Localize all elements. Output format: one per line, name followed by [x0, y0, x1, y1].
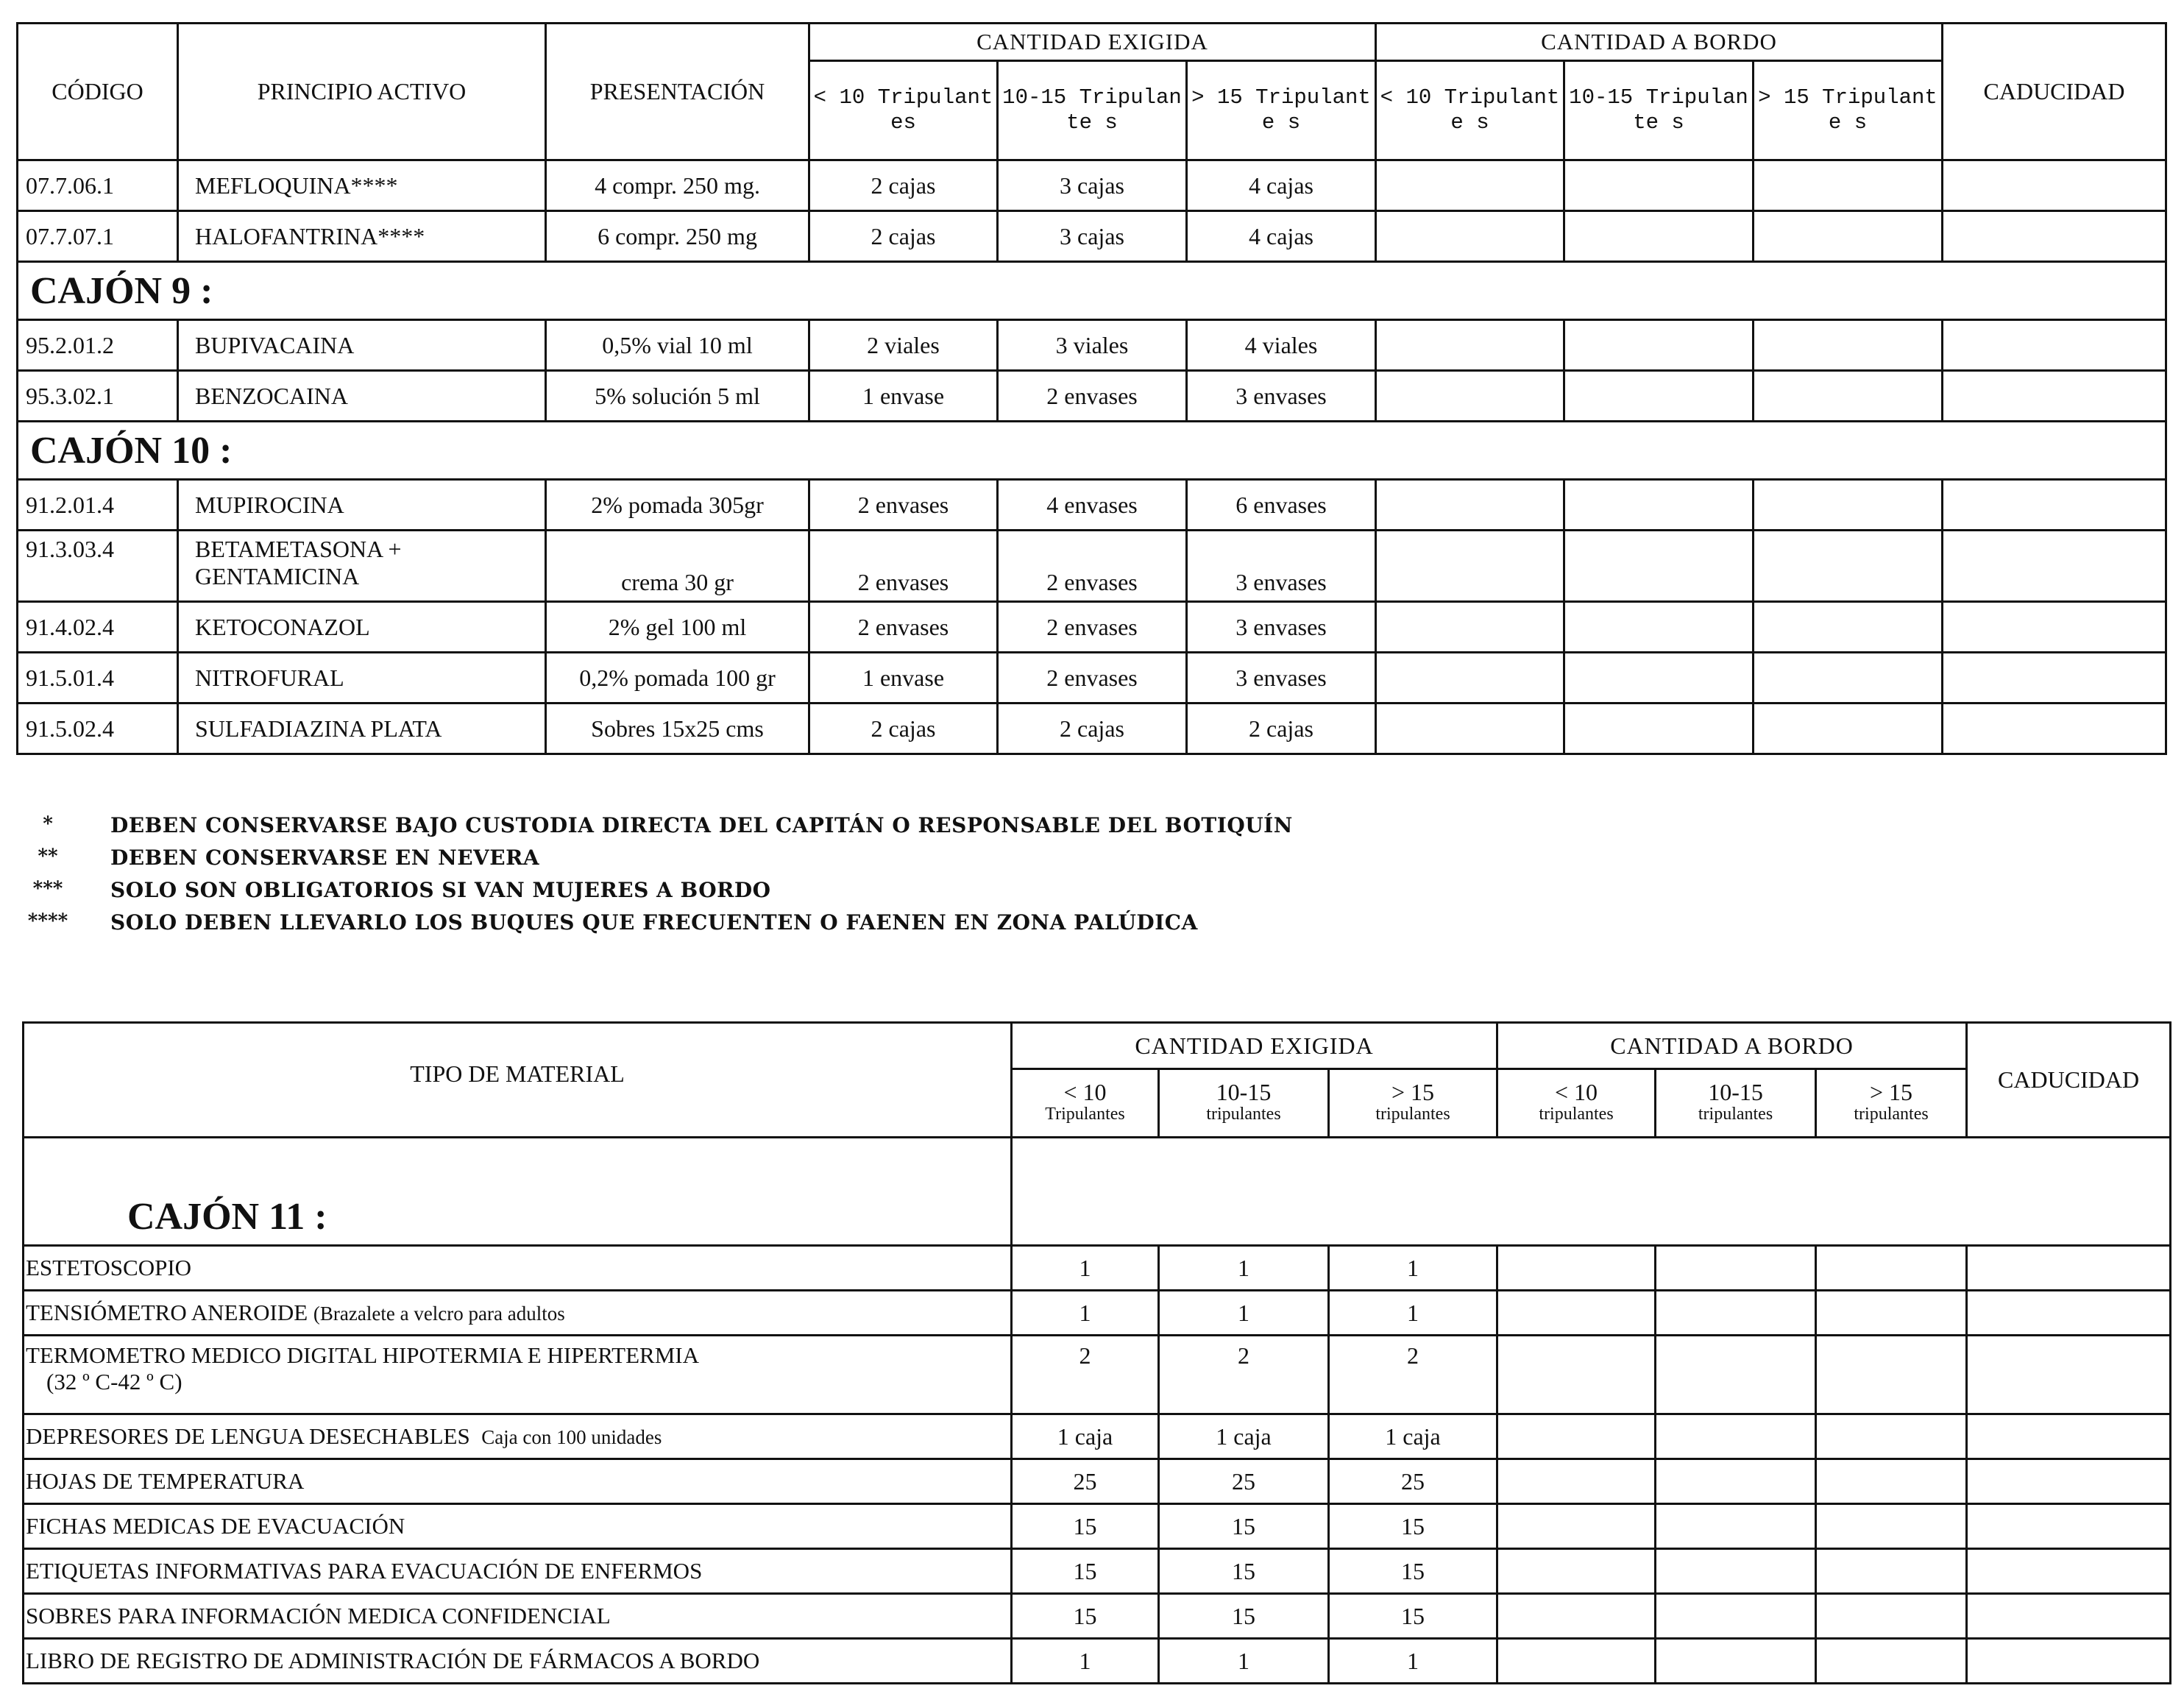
item-name: LIBRO DE REGISTRO DE ADMINISTRACIÓN DE FÁRMACOS A BORDO [26, 1648, 760, 1673]
cell-bordo-10-15[interactable] [1564, 320, 1754, 371]
cell-bordo-lt10[interactable] [1497, 1504, 1656, 1549]
cell-presentation: 0,5% vial 10 ml [546, 320, 809, 371]
cell-name: HALOFANTRINA**** [178, 211, 546, 262]
cell-item [24, 1549, 1012, 1594]
cell-caducidad[interactable] [1943, 211, 2166, 262]
cell-qty-lt10: 2 [1012, 1336, 1159, 1414]
cell-qty-gt15: 4 cajas [1187, 160, 1376, 211]
cell-bordo-lt10[interactable] [1497, 1336, 1656, 1414]
cell-code: 91.5.01.4 [18, 653, 178, 704]
subheader-bordo-lt10: < 10 Tripulante s [1376, 61, 1564, 160]
cell-bordo-gt15[interactable] [1816, 1594, 1967, 1639]
cell-caducidad[interactable] [1943, 602, 2166, 653]
footnote-text: SOLO SON OBLIGATORIOS SI VAN MUJERES A BORDO [110, 878, 771, 902]
cell-item [24, 1639, 1012, 1684]
table-row [24, 1549, 2171, 1594]
cell-name: MEFLOQUINA**** [178, 160, 546, 211]
item-name: TENSIÓMETRO ANEROIDE [26, 1300, 308, 1325]
section-title-cajon-9: CAJÓN 9 : [18, 262, 2166, 320]
cell-bordo-gt15[interactable] [1816, 1291, 1967, 1336]
cell-bordo-10-15[interactable] [1564, 531, 1754, 602]
cell-bordo-lt10[interactable] [1376, 211, 1564, 262]
subheader-range: > 15 [1870, 1079, 1913, 1105]
cell-bordo-lt10[interactable] [1376, 602, 1564, 653]
table-row [18, 480, 2166, 531]
cell-bordo-lt10[interactable] [1376, 653, 1564, 704]
cell-qty-10-15: 15 [1159, 1549, 1329, 1594]
cell-qty-gt15: 3 envases [1187, 371, 1376, 422]
table-row [18, 531, 2166, 602]
subheader-range: 10-15 [1708, 1079, 1763, 1105]
cell-bordo-10-15[interactable] [1656, 1246, 1816, 1291]
cell-code: 95.3.02.1 [18, 371, 178, 422]
cell-name: MUPIROCINA [178, 480, 546, 531]
subheader-range: < 10 [1554, 1079, 1598, 1105]
cell-qty-lt10: 2 envases [809, 480, 998, 531]
col-header-cantidad-bordo: CANTIDAD A BORDO [1376, 24, 1943, 61]
section-title-cajon-10: CAJÓN 10 : [18, 422, 2166, 480]
col-header-cantidad-exigida: CANTIDAD EXIGIDA [1012, 1023, 1497, 1069]
subheader-exigida-lt10: < 10 Tripulant es [809, 61, 998, 160]
cell-code: 91.4.02.4 [18, 602, 178, 653]
cell-qty-10-15: 1 [1159, 1291, 1329, 1336]
cell-bordo-gt15[interactable] [1754, 704, 1943, 754]
item-note: Caja con 100 unidades [481, 1426, 662, 1448]
cell-item [24, 1414, 1012, 1459]
subheader-bordo-10-15 [1656, 1069, 1816, 1138]
cell-bordo-lt10[interactable] [1497, 1549, 1656, 1594]
cell-caducidad[interactable] [1967, 1246, 2171, 1291]
item-name: SOBRES PARA INFORMACIÓN MEDICA CONFIDENCIAL [26, 1603, 611, 1629]
cell-caducidad[interactable] [1967, 1594, 2171, 1639]
cell-qty-gt15: 3 envases [1187, 531, 1376, 602]
subheader-range: > 15 [1391, 1079, 1435, 1105]
cell-presentation: 4 compr. 250 mg. [546, 160, 809, 211]
cell-bordo-gt15[interactable] [1816, 1336, 1967, 1414]
cell-caducidad[interactable] [1943, 653, 2166, 704]
cell-presentation: crema 30 gr [546, 531, 809, 602]
cell-caducidad[interactable] [1967, 1336, 2171, 1414]
cell-bordo-gt15[interactable] [1816, 1459, 1967, 1504]
table-row [18, 371, 2166, 422]
cell-bordo-gt15[interactable] [1816, 1504, 1967, 1549]
cell-bordo-10-15[interactable] [1564, 704, 1754, 754]
col-header-caducidad: CADUCIDAD [1967, 1023, 2171, 1138]
cell-qty-gt15: 1 [1329, 1291, 1497, 1336]
cell-qty-gt15: 2 cajas [1187, 704, 1376, 754]
cell-caducidad[interactable] [1943, 704, 2166, 754]
medication-table [16, 22, 2167, 755]
subheader-unit: tripulantes [1206, 1105, 1281, 1124]
cell-bordo-gt15[interactable] [1754, 371, 1943, 422]
col-header-principio: PRINCIPIO ACTIVO [178, 24, 546, 160]
cell-qty-10-15: 1 caja [1159, 1414, 1329, 1459]
header-row [18, 24, 2166, 61]
cell-caducidad[interactable] [1967, 1414, 2171, 1459]
item-note: (Brazalete a velcro para adultos [313, 1303, 565, 1325]
cell-bordo-lt10[interactable] [1376, 531, 1564, 602]
cell-caducidad[interactable] [1943, 480, 2166, 531]
col-header-codigo: CÓDIGO [18, 24, 178, 160]
cell-qty-10-15: 2 envases [998, 531, 1187, 602]
cell-qty-lt10: 1 [1012, 1639, 1159, 1684]
cell-bordo-gt15[interactable] [1816, 1414, 1967, 1459]
item-name: TERMOMETRO MEDICO DIGITAL HIPOTERMIA E HIPERTERMIA [26, 1342, 699, 1368]
cell-bordo-lt10[interactable] [1497, 1291, 1656, 1336]
table-row [24, 1336, 2171, 1414]
footnote-mark: * [43, 813, 53, 835]
cell-bordo-10-15[interactable] [1656, 1414, 1816, 1459]
cell-qty-10-15: 2 [1159, 1336, 1329, 1414]
cell-qty-gt15: 1 [1329, 1246, 1497, 1291]
cell-qty-lt10: 1 [1012, 1291, 1159, 1336]
cell-qty-gt15: 4 viales [1187, 320, 1376, 371]
cell-caducidad[interactable] [1967, 1549, 2171, 1594]
table-row [18, 602, 2166, 653]
cell-name: BUPIVACAINA [178, 320, 546, 371]
cell-caducidad[interactable] [1943, 531, 2166, 602]
subheader-exigida-10-15 [1159, 1069, 1329, 1138]
cell-qty-lt10: 2 envases [809, 531, 998, 602]
cell-code: 07.7.07.1 [18, 211, 178, 262]
cell-qty-lt10: 1 envase [809, 371, 998, 422]
cell-bordo-10-15[interactable] [1656, 1639, 1816, 1684]
footnote-mark: ** [38, 846, 58, 868]
cell-qty-10-15: 2 envases [998, 653, 1187, 704]
table-row [18, 160, 2166, 211]
item-name: ESTETOSCOPIO [26, 1255, 192, 1280]
cell-qty-lt10: 15 [1012, 1549, 1159, 1594]
cell-name: SULFADIAZINA PLATA [178, 704, 546, 754]
cell-qty-gt15: 15 [1329, 1504, 1497, 1549]
cell-qty-lt10: 1 envase [809, 653, 998, 704]
cell-caducidad[interactable] [1967, 1504, 2171, 1549]
subheader-bordo-lt10 [1497, 1069, 1656, 1138]
table-row [18, 211, 2166, 262]
cell-bordo-gt15[interactable] [1754, 160, 1943, 211]
cell-qty-10-15: 3 cajas [998, 160, 1187, 211]
cell-bordo-lt10[interactable] [1497, 1594, 1656, 1639]
cell-qty-lt10: 15 [1012, 1504, 1159, 1549]
subheader-exigida-10-15: 10-15 Tripulante s [998, 61, 1187, 160]
cell-bordo-gt15[interactable] [1754, 531, 1943, 602]
col-header-tipo: TIPO DE MATERIAL [24, 1023, 1012, 1138]
footnote-text: DEBEN CONSERVARSE EN NEVERA [110, 846, 540, 870]
cell-qty-10-15: 1 [1159, 1639, 1329, 1684]
cell-qty-lt10: 2 viales [809, 320, 998, 371]
subheader-bordo-gt15 [1816, 1069, 1967, 1138]
section-blank [1012, 1138, 2171, 1246]
cell-bordo-10-15[interactable] [1656, 1336, 1816, 1414]
cell-bordo-10-15[interactable] [1564, 480, 1754, 531]
cell-bordo-gt15[interactable] [1754, 480, 1943, 531]
table-row [24, 1504, 2171, 1549]
cell-bordo-gt15[interactable] [1754, 211, 1943, 262]
section-row-cajon-9 [18, 262, 2166, 320]
cell-code: 91.2.01.4 [18, 480, 178, 531]
cell-caducidad[interactable] [1967, 1291, 2171, 1336]
cell-bordo-gt15[interactable] [1816, 1246, 1967, 1291]
cell-name: NITROFURAL [178, 653, 546, 704]
cell-bordo-gt15[interactable] [1754, 320, 1943, 371]
material-table [22, 1021, 2171, 1684]
cell-qty-gt15: 15 [1329, 1594, 1497, 1639]
cell-presentation: 2% pomada 305gr [546, 480, 809, 531]
col-header-caducidad: CADUCIDAD [1943, 24, 2166, 160]
item-name: ETIQUETAS INFORMATIVAS PARA EVACUACIÓN DE ENFERMOS [26, 1558, 703, 1584]
cell-item [24, 1291, 1012, 1336]
subheader-unit: Tripulantes [1045, 1105, 1125, 1124]
cell-bordo-10-15[interactable] [1564, 653, 1754, 704]
cell-bordo-gt15[interactable] [1754, 653, 1943, 704]
cell-bordo-lt10[interactable] [1376, 320, 1564, 371]
cell-bordo-10-15[interactable] [1656, 1549, 1816, 1594]
cell-bordo-lt10[interactable] [1376, 160, 1564, 211]
cell-code: 91.3.03.4 [18, 531, 178, 602]
cell-qty-10-15: 15 [1159, 1504, 1329, 1549]
section-row-cajon-10 [18, 422, 2166, 480]
cell-bordo-lt10[interactable] [1376, 480, 1564, 531]
table-row [18, 704, 2166, 754]
cell-qty-10-15: 4 envases [998, 480, 1187, 531]
cell-qty-lt10: 1 [1012, 1246, 1159, 1291]
cell-bordo-lt10[interactable] [1376, 704, 1564, 754]
cell-qty-lt10: 1 caja [1012, 1414, 1159, 1459]
table-row [24, 1639, 2171, 1684]
section-title-cajon-11: CAJÓN 11 : [24, 1138, 1012, 1246]
cell-name: KETOCONAZOL [178, 602, 546, 653]
subheader-unit: tripulantes [1854, 1105, 1929, 1124]
cell-bordo-lt10[interactable] [1497, 1246, 1656, 1291]
col-header-cantidad-bordo: CANTIDAD A BORDO [1497, 1023, 1967, 1069]
cell-qty-gt15: 6 envases [1187, 480, 1376, 531]
item-name: FICHAS MEDICAS DE EVACUACIÓN [26, 1513, 405, 1539]
cell-bordo-10-15[interactable] [1656, 1504, 1816, 1549]
subheader-range: < 10 [1063, 1079, 1107, 1105]
cell-bordo-10-15[interactable] [1656, 1459, 1816, 1504]
cell-presentation: 0,2% pomada 100 gr [546, 653, 809, 704]
cell-qty-lt10: 2 envases [809, 602, 998, 653]
cell-qty-lt10: 15 [1012, 1594, 1159, 1639]
item-note: (32 º C-42 º C) [46, 1369, 182, 1394]
cell-presentation: 2% gel 100 ml [546, 602, 809, 653]
table-row [24, 1291, 2171, 1336]
subheader-unit: tripulantes [1375, 1105, 1450, 1124]
table-row [24, 1414, 2171, 1459]
cell-qty-10-15: 3 viales [998, 320, 1187, 371]
table-row [24, 1246, 2171, 1291]
cell-bordo-lt10[interactable] [1497, 1639, 1656, 1684]
cell-caducidad[interactable] [1943, 371, 2166, 422]
table-row [18, 320, 2166, 371]
cell-qty-10-15: 3 cajas [998, 211, 1187, 262]
cell-bordo-10-15[interactable] [1564, 371, 1754, 422]
footnote-text: DEBEN CONSERVARSE BAJO CUSTODIA DIRECTA DEL CAPITÁN O RESPONSABLE DEL BOTIQUÍN [110, 813, 1293, 837]
col-header-presentacion: PRESENTACIÓN [546, 24, 809, 160]
cell-bordo-gt15[interactable] [1816, 1549, 1967, 1594]
cell-item [24, 1459, 1012, 1504]
footnote-text: SOLO DEBEN LLEVARLO LOS BUQUES QUE FRECUENTEN O FAENEN EN ZONA PALÚDICA [110, 910, 1198, 935]
subheader-bordo-10-15: 10-15 Tripulante s [1564, 61, 1754, 160]
cell-bordo-10-15[interactable] [1564, 160, 1754, 211]
cell-caducidad[interactable] [1967, 1459, 2171, 1504]
cell-qty-10-15: 2 envases [998, 371, 1187, 422]
table-row [18, 653, 2166, 704]
cell-bordo-10-15[interactable] [1656, 1594, 1816, 1639]
cell-qty-lt10: 25 [1012, 1459, 1159, 1504]
cell-bordo-gt15[interactable] [1754, 602, 1943, 653]
subheader-exigida-lt10 [1012, 1069, 1159, 1138]
cell-qty-10-15: 15 [1159, 1594, 1329, 1639]
cell-name: BETAMETASONA + GENTAMICINA [178, 531, 546, 602]
cell-bordo-10-15[interactable] [1656, 1291, 1816, 1336]
cell-qty-gt15: 3 envases [1187, 653, 1376, 704]
cell-item [24, 1504, 1012, 1549]
header-row [24, 1023, 2171, 1069]
cell-code: 07.7.06.1 [18, 160, 178, 211]
subheader-range: 10-15 [1216, 1079, 1272, 1105]
cell-caducidad[interactable] [1943, 320, 2166, 371]
cell-qty-gt15: 1 [1329, 1639, 1497, 1684]
cell-qty-gt15: 2 [1329, 1336, 1497, 1414]
cell-bordo-lt10[interactable] [1376, 371, 1564, 422]
cell-bordo-gt15[interactable] [1816, 1639, 1967, 1684]
footnote-mark: *** [32, 878, 63, 900]
cell-presentation: 5% solución 5 ml [546, 371, 809, 422]
cell-item [24, 1336, 1012, 1414]
cell-qty-10-15: 2 cajas [998, 704, 1187, 754]
table-row [24, 1594, 2171, 1639]
cell-qty-lt10: 2 cajas [809, 704, 998, 754]
cell-qty-lt10: 2 cajas [809, 211, 998, 262]
cell-qty-10-15: 25 [1159, 1459, 1329, 1504]
cell-code: 91.5.02.4 [18, 704, 178, 754]
cell-qty-gt15: 15 [1329, 1549, 1497, 1594]
cell-bordo-lt10[interactable] [1497, 1414, 1656, 1459]
subheader-bordo-gt15: > 15 Tripulante s [1754, 61, 1943, 160]
cell-qty-lt10: 2 cajas [809, 160, 998, 211]
item-name: DEPRESORES DE LENGUA DESECHABLES [26, 1423, 470, 1449]
footnote-mark: **** [27, 910, 68, 932]
cell-item [24, 1594, 1012, 1639]
cell-qty-gt15: 3 envases [1187, 602, 1376, 653]
cell-bordo-10-15[interactable] [1564, 211, 1754, 262]
cell-bordo-10-15[interactable] [1564, 602, 1754, 653]
cell-qty-gt15: 1 caja [1329, 1414, 1497, 1459]
cell-caducidad[interactable] [1943, 160, 2166, 211]
cell-name: BENZOCAINA [178, 371, 546, 422]
cell-qty-10-15: 2 envases [998, 602, 1187, 653]
cell-caducidad[interactable] [1967, 1639, 2171, 1684]
item-name: HOJAS DE TEMPERATURA [26, 1468, 305, 1494]
subheader-exigida-gt15: > 15 Tripulante s [1187, 61, 1376, 160]
cell-qty-gt15: 4 cajas [1187, 211, 1376, 262]
section-row-cajon-11 [24, 1138, 2171, 1246]
cell-code: 95.2.01.2 [18, 320, 178, 371]
cell-presentation: 6 compr. 250 mg [546, 211, 809, 262]
col-header-cantidad-exigida: CANTIDAD EXIGIDA [809, 24, 1376, 61]
cell-item [24, 1246, 1012, 1291]
subheader-exigida-gt15 [1329, 1069, 1497, 1138]
table-row [24, 1459, 2171, 1504]
cell-presentation: Sobres 15x25 cms [546, 704, 809, 754]
subheader-unit: tripulantes [1539, 1105, 1614, 1124]
subheader-unit: tripulantes [1698, 1105, 1773, 1124]
cell-qty-gt15: 25 [1329, 1459, 1497, 1504]
cell-qty-10-15: 1 [1159, 1246, 1329, 1291]
cell-bordo-lt10[interactable] [1497, 1459, 1656, 1504]
